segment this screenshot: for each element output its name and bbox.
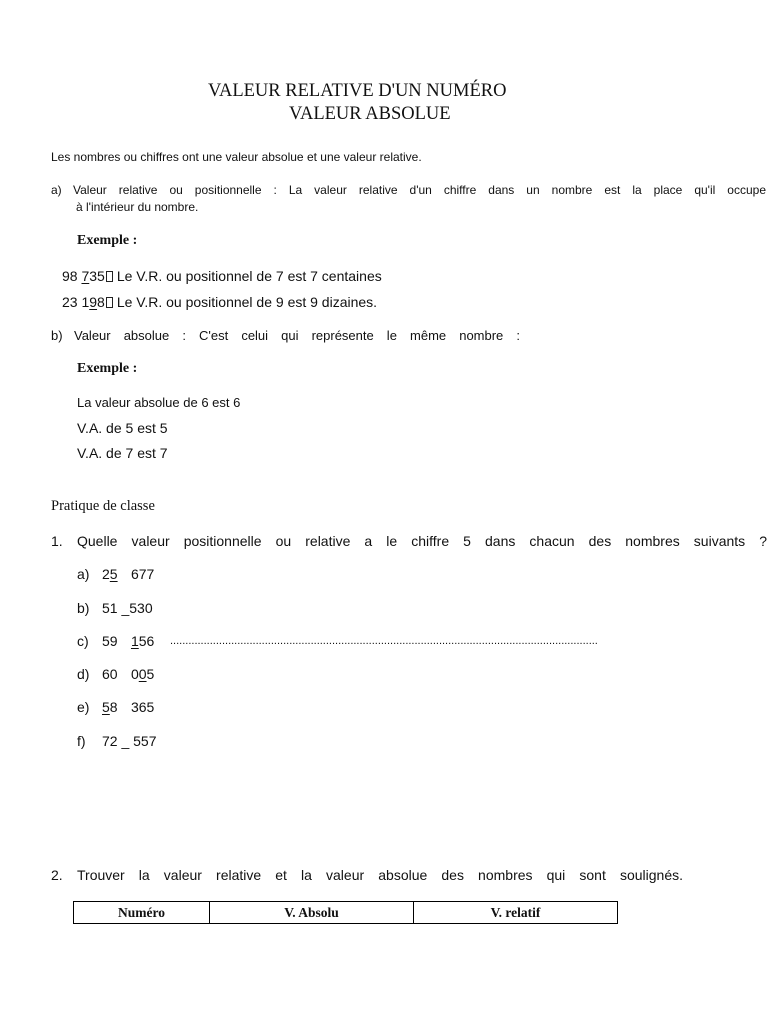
question-1-number: 1. — [51, 533, 63, 549]
number-prefix: 2 — [102, 566, 110, 582]
question-1-text: Quelle valeur positionnelle ou relative a le chiffre 5 dans chacun des nombres suivants ? — [77, 533, 767, 549]
number-suffix: 677 — [117, 566, 155, 582]
number-value: 72 _ 557 — [102, 733, 157, 749]
example-explanation: Le V.R. ou positionnel de 7 est 7 centaines — [116, 268, 382, 284]
title-line-2: VALEUR ABSOLUE — [289, 104, 451, 124]
list-item — [77, 632, 154, 650]
list-item — [77, 698, 154, 716]
underlined-digit: 5 — [109, 566, 118, 582]
item-label: a) — [77, 566, 90, 582]
number-prefix: 98 — [62, 268, 82, 284]
question-2-number: 2. — [51, 867, 63, 883]
absolute-value-example: V.A. de 7 est 7 — [77, 445, 168, 461]
underlined-digit: 5 — [102, 699, 110, 715]
number-suffix: 56 — [138, 633, 155, 649]
number-suffix: 8 365 — [109, 699, 155, 715]
absolute-value-example: La valeur absolue de 6 est 6 — [77, 395, 241, 410]
title-line-1: VALEUR RELATIVE D'UN NUMÉRO — [208, 81, 507, 101]
number-prefix: 59 — [102, 633, 131, 649]
absolute-value-example: V.A. de 5 est 5 — [77, 420, 168, 436]
practice-heading: Pratique de classe — [51, 498, 155, 514]
question-2-text: Trouver la valeur relative et la valeur absolue des nombres qui sont soulignés. — [77, 867, 683, 883]
answer-dotted-line: ............................................................................................................................................ — [170, 635, 598, 647]
table-header-row — [74, 902, 618, 924]
column-header-numero: Numéro — [74, 902, 210, 924]
section-a-definition-line-2: à l'intérieur du nombre. — [76, 200, 199, 214]
list-item — [77, 665, 154, 683]
column-header-absolute-value: V. Absolu — [210, 902, 414, 924]
section-b-definition: Valeur absolue : C'est celui qui représente le même nombre : — [74, 328, 520, 343]
missing-glyph-box — [106, 297, 113, 308]
list-item — [77, 599, 153, 617]
underlined-digit: 9 — [89, 294, 98, 310]
number-suffix: 5 — [146, 666, 155, 682]
item-label: c) — [77, 633, 89, 649]
section-b-marker: b) — [51, 328, 63, 343]
answer-table — [73, 901, 618, 924]
number-value: 51 _530 — [102, 600, 153, 616]
item-label: b) — [77, 600, 90, 616]
item-label: e) — [77, 699, 90, 715]
missing-glyph-box — [106, 271, 113, 282]
example-line-tens — [62, 293, 377, 311]
list-item — [77, 732, 157, 750]
example-explanation: Le V.R. ou positionnel de 9 est 9 dizaines. — [116, 294, 378, 310]
section-a-marker: a) — [51, 183, 62, 197]
example-heading-b: Exemple : — [77, 361, 138, 376]
underlined-digit: 1 — [130, 633, 139, 649]
section-a-definition-line-1: Valeur relative ou positionnelle : La valeur relative d'un chiffre dans un nombre est la place qu'il occupe — [73, 183, 766, 197]
example-line-hundreds — [62, 267, 382, 285]
number-prefix: 60 0 — [102, 666, 139, 682]
underlined-digit: 7 — [81, 268, 90, 284]
number-suffix: 35 — [89, 268, 105, 284]
number-suffix: 8 — [97, 294, 105, 310]
number-prefix: 23 1 — [62, 294, 90, 310]
item-label: d) — [77, 666, 90, 682]
intro-paragraph: Les nombres ou chiffres ont une valeur absolue et une valeur relative. — [51, 150, 422, 164]
example-heading-a: Exemple : — [77, 233, 138, 248]
list-item — [77, 565, 154, 583]
column-header-relative-value: V. relatif — [414, 902, 618, 924]
underlined-digit: 0 — [138, 666, 147, 682]
item-label: f) — [77, 733, 86, 749]
